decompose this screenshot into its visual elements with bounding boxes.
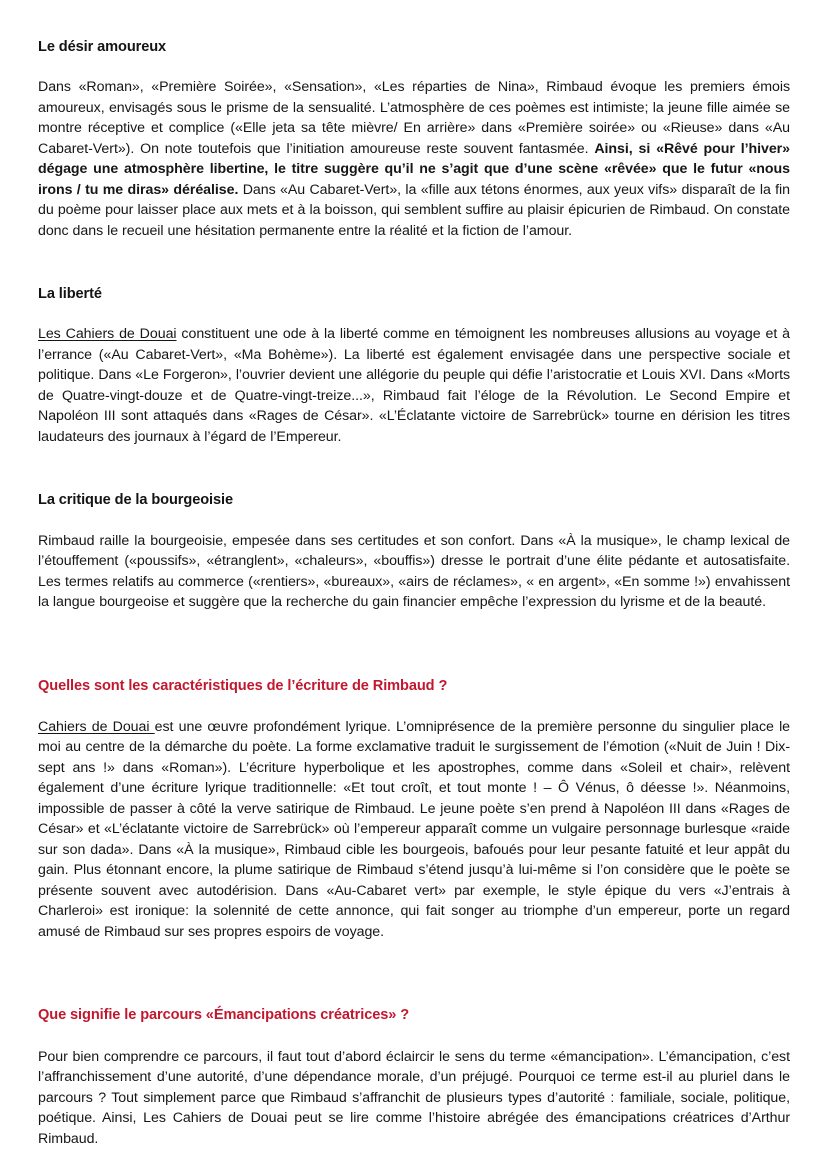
- section-paragraph-desir-amoureux: [38, 77, 790, 241]
- text-run: constituent une ode à la liberté comme en témoignent les nombreuses allusions au voyage et à l’errance («Au Cabaret-Vert», «Ma Bohème»). La liberté est également envisagée dans une perspective sociale et politique. Dans «Le Forgeron», l’ouvrier devient une allégorie du peuple qui défie l’aristocratie et Louis XVI. Dans «Morts de Quatre-vingt-douze et de Quatre-vingt-treize...», Rimbaud fait l’éloge de la Révolution. Le Second Empire et Napoléon III sont attaqués dans «Rages de César». «L’Éclatante victoire de Sarrebrück» tourne en dérision les titres laudateurs des journaux à l’égard de l’Empereur.: [38, 326, 790, 445]
- section-heading-la-liberte: La liberté: [38, 286, 102, 303]
- text-run-bold: Ainsi, si «Rêvé pour l’hiver» dégage une atmosphère libertine, le titre suggère qu’il ne s’agit que d’une scène «rêvée» que le futur «nous irons / tu me diras» déréalise.: [38, 140, 790, 198]
- spacer: [38, 695, 790, 717]
- document-content: [38, 38, 790, 1149]
- spacer: [38, 447, 790, 491]
- text-run: est une œuvre profondément lyrique. L’omniprésence de la première personne du singulier place le moi au centre de la démarche du poète. La forme exclamative traduit le surgissement de l’émotion («Nuit de Juin ! Dix-sept ans !» dans «Roman»). L’écriture hyperbolique et les apostrophes, comme dans «Soleil et chair», relèvent également d’une écriture lyrique traditionnelle: «Et tout croît, et tout monte ! – Ô Vénus, ô déesse !». Néanmoins, impossible de passer à côté la verve satirique de Rimbaud. Le jeune poète s’en prend à Napoléon III dans «Rages de César» et «L’éclatante victoire de Sarrebrück» où l’empereur apparaît comme un vulgaire personnage burlesque «raide sur son dada». Dans «À la musique», Rimbaud cible les bourgeois, bafoués pour leur pesante fatuité et leur appât du gain. Plus étonnant encore, la plume satirique de Rimbaud s’étend jusqu’à lui-même si l’on considère que le poète se présente souvent avec autodérision. Dans «Au-Cabaret vert» par exemple, le style épique du vers «J’entrais à Charleroi» est ironique: la solennité de cette annonce, qui fait songer au triomphe d’un empereur, porte un regard amusé de Rimbaud sur ses propres espoirs de voyage.: [38, 718, 791, 940]
- section-paragraph-la-liberte: [38, 324, 790, 447]
- spacer: [38, 613, 790, 677]
- section-heading-desir-amoureux: Le désir amoureux: [38, 39, 167, 55]
- section-heading-emancipations-creatrices: Que signifie le parcours «Émancipations créatrices» ?: [38, 1007, 410, 1024]
- section-paragraph-critique-bourgeoisie: [38, 531, 790, 613]
- text-run: Pour bien comprendre ce parcours, il faut tout d’abord éclaircir le sens du terme «émancipation». L’émancipation, c’est l’affranchissement d’une autorité, d’une dépendance morale, d’un préjugé. Pourquoi ce terme est-il au pluriel dans le parcours ? Tout simplement parce que Rimbaud s’affranchit de plusieurs types d’autorité : familiale, sociale, politique, poétique. Ainsi, Les Cahiers de Douai peut se lire comme l’histoire abrégée des émancipations créatrices d’Arthur Rimbaud.: [38, 1048, 790, 1147]
- text-run: Rimbaud raille la bourgeoisie, empesée dans ses certitudes et son confort. Dans «À la musique», le champ lexical de l’étouffement («poussifs», «étranglent», «chaleurs», «bouffis») dresse le portrait d’une élite pédante et autosatisfaite. Les termes relatifs au commerce («rentiers», «bureaux», «airs de réclames», « en argent», «En somme !») envahissent la langue bourgeoise et suggère que la recherche du gain financier empêche l’expression du lyrisme et de la beauté.: [38, 532, 790, 611]
- spacer: [38, 942, 790, 1006]
- text-run-underline: Les Cahiers de Douai: [38, 326, 177, 343]
- section-paragraph-caracteristiques-ecriture: [38, 717, 790, 943]
- spacer: [38, 510, 790, 531]
- spacer: [38, 303, 790, 324]
- text-run: Dans «Roman», «Première Soirée», «Sensation», «Les réparties de Nina», Rimbaud évoque les premiers émois amoureux, envisagés sous le prisme de la sensualité. L’atmosphère de ces poèmes est intimiste; la jeune fille aimée se montre réceptive et complice («Elle jeta sa tête mièvre/ En arrière» dans «Première soirée» ou «Rieuse» dans «Au Cabaret-Vert»). On note toutefois que l’initiation amoureuse reste souvent fantasmée.: [38, 79, 790, 157]
- section-paragraph-emancipations-creatrices: [38, 1047, 790, 1150]
- text-run-underline: Cahiers de Douai: [38, 718, 155, 735]
- section-heading-critique-bourgeoisie: La critique de la bourgeoisie: [38, 492, 233, 509]
- text-run: Dans «Au Cabaret-Vert», la «fille aux tétons énormes, aux yeux vifs» disparaît de la fin du poème pour laisser place aux mets et à la boisson, qui semblent suffire au plaisir épicurien de Rimbaud. On constate donc dans le recueil une hésitation permanente entre la réalité et la fiction de l’amour.: [38, 181, 790, 239]
- spacer: [38, 56, 790, 77]
- spacer: [38, 1025, 790, 1047]
- section-heading-caracteristiques-ecriture: Quelles sont les caractéristiques de l’écriture de Rimbaud ?: [38, 677, 448, 694]
- spacer: [38, 241, 790, 285]
